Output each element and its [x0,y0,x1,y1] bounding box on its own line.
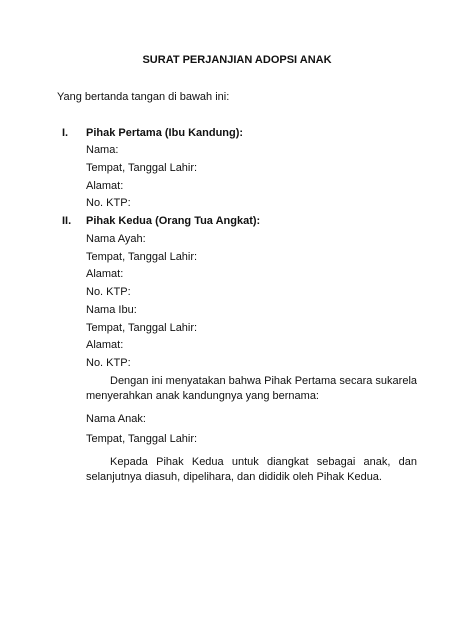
section1-number: I. [62,127,69,139]
section2-heading: Pihak Kedua (Orang Tua Angkat): [86,215,261,227]
section1-field-ttl: Tempat, Tanggal Lahir: [86,162,198,174]
statement-1-text: Dengan ini menyatakan bahwa Pihak Pertama secara sukarela menyerahkan anak kandungnya yang bernama: [86,375,417,402]
child-field-ttl: Tempat, Tanggal Lahir: [86,433,198,445]
section2-field-nama-ayah: Nama Ayah: [86,233,146,245]
section2-field-alamat-ibu: Alamat: [86,339,124,351]
section1-heading: Pihak Pertama (Ibu Kandung): [86,127,244,139]
statement-paragraph-2 [86,455,417,485]
statement-paragraph-1 [86,374,417,404]
child-field-nama-anak: Nama Anak: [86,413,146,425]
section1-field-nama: Nama: [86,144,119,156]
document-title: SURAT PERJANJIAN ADOPSI ANAK [142,54,332,66]
section2-number: II. [62,215,72,227]
section2-field-ktp-ayah: No. KTP: [86,286,131,298]
statement-2-text: Kepada Pihak Kedua untuk diangkat sebagai anak, dan selanjutnya diasuh, dipelihara, dan dididik oleh Pihak Kedua. [86,456,417,483]
section1-field-alamat: Alamat: [86,180,124,192]
section2-field-alamat-ayah: Alamat: [86,268,124,280]
intro-text: Yang bertanda tangan di bawah ini: [57,91,230,103]
section2-field-ttl-ibu: Tempat, Tanggal Lahir: [86,322,198,334]
section2-field-nama-ibu: Nama Ibu: [86,304,137,316]
section2-field-ktp-ibu: No. KTP: [86,357,131,369]
section1-field-ktp: No. KTP: [86,197,131,209]
section2-field-ttl-ayah: Tempat, Tanggal Lahir: [86,251,198,263]
